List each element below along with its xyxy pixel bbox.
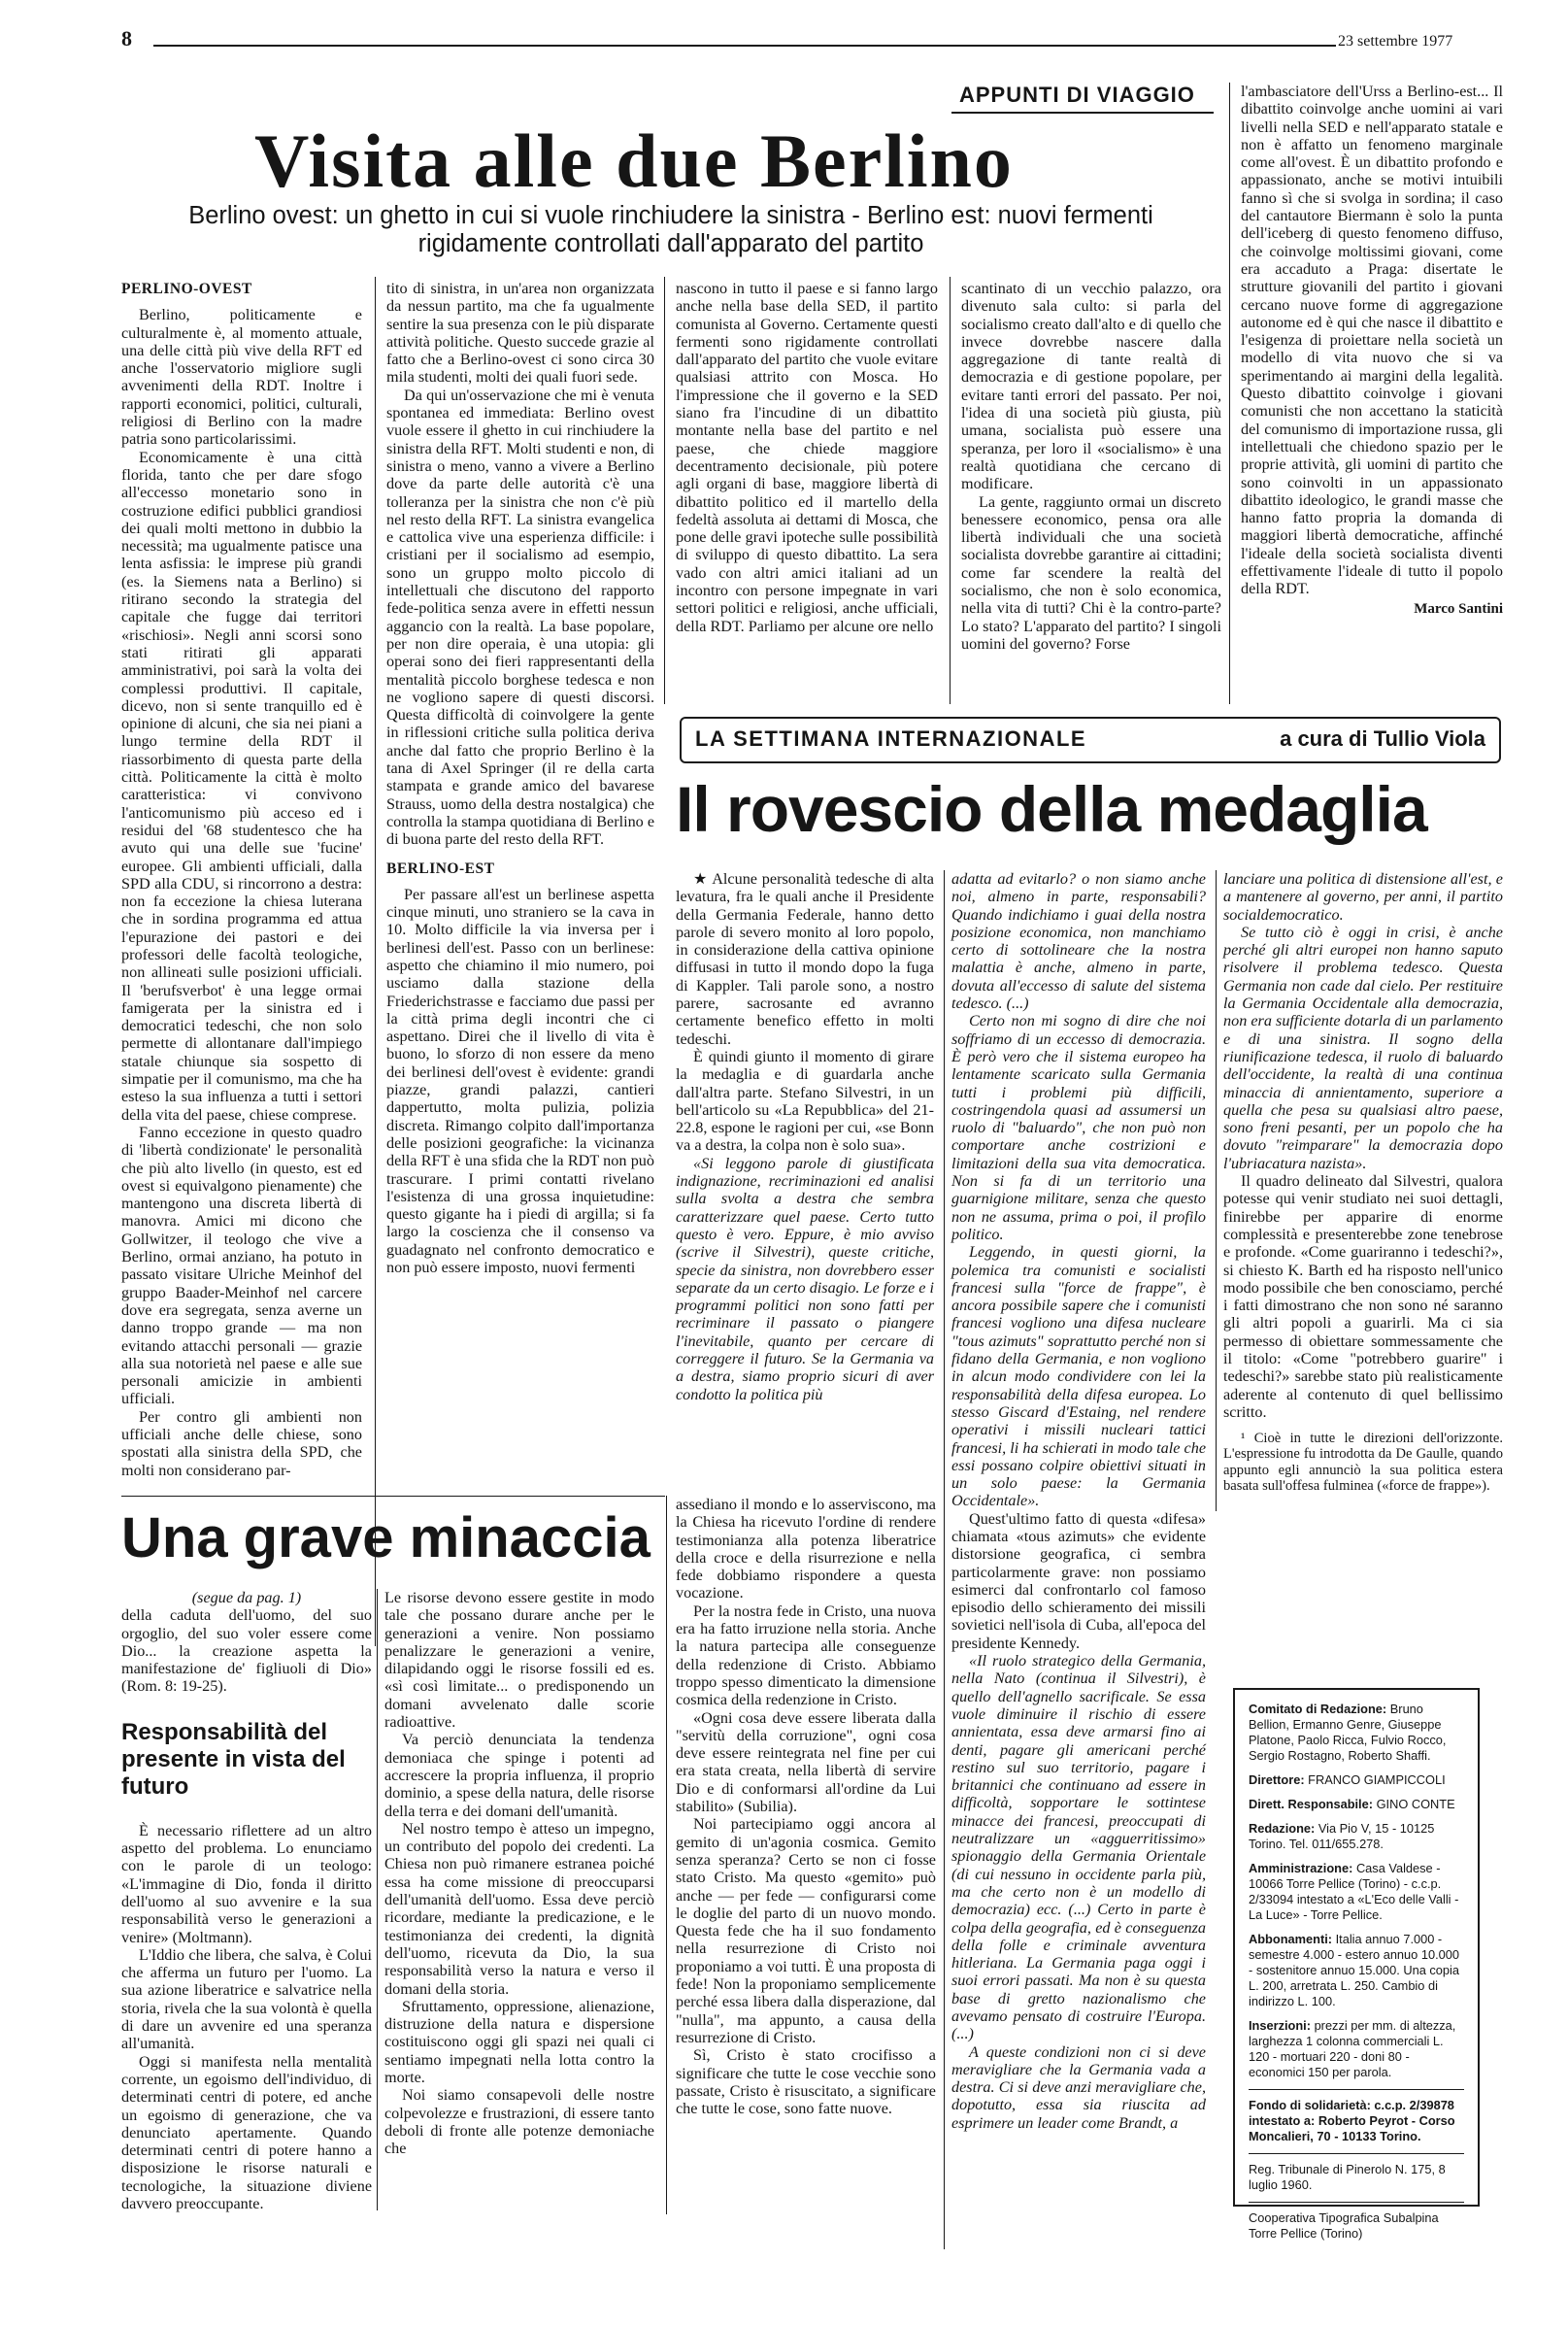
masthead-box (1233, 1688, 1480, 2241)
footnote: ¹ Cioè in tutte le direzioni dell'orizzonte. L'espressione fu introdotta da De Gaulle, quando appunto egli annunciò la sua politica estera basata sull'offesa fulminea («force de frappe»). (1223, 1431, 1503, 1494)
column-rule (375, 277, 376, 1646)
settimana-banner (680, 717, 1501, 763)
paragraph: Noi siamo consapevoli delle nostre colpevolezze e frustrazioni, di essere tanto deboli di fronte alle potenze demoniache che (384, 2086, 654, 2158)
column-rule (950, 277, 951, 704)
comitato-label: Comitato di Redazione: (1249, 1702, 1387, 1716)
continued-note: (segue da pag. 1) (191, 1589, 302, 1606)
paragraph: Oggi si manifesta nella mentalità corrente, un egoismo dell'individuo, di determinati centri di potere, ed anche un egoismo di generazione, che va denunciato apertamente. Quando determinati centri di potere hanno a disposizione le risorse naturali e tecnologiche, la situazione diviene davvero preoccupante. (121, 2052, 372, 2213)
printer-note: Cooperativa Tipografica Subalpina Torre Pellice (Torino) (1249, 2202, 1464, 2242)
kicker-appunti: APPUNTI DI VIAGGIO (959, 83, 1195, 107)
article2-col3 (1223, 870, 1503, 1511)
quote-paragraph: Se tutto ciò è oggi in crisi, è anche perché gli altri europei non hanno saputo risolvere il problema tedesco. Questa Germania non cade dal cielo. Per restituire la Germania Occidentale alla democrazia, non era sufficiente dotarla di un parlamento e di una sinistra. Il sogno della riunificazione tedesca, il ruolo di baluardo dell'occidente, la realtà di una continua minaccia di annientamento, superiore a quella che pesa su qualsiasi altro paese, sono freni pesanti, per un popolo che ha dovuto "reimparare" la democrazia dopo l'ubriacatura nazista». (1223, 923, 1503, 1172)
paragraph: Le risorse devono essere gestite in modo tale che possano durare anche per le generazioni a venire. Non possiamo penalizzare le generazioni a venire, dilapidando oggi le risorse fossili ed es. «sì così limitate... o predisponendo un domani avvelenato dalle scorie radioattive. (384, 1589, 654, 1732)
section-west: PERLINO-OVEST (121, 281, 252, 297)
kicker-curator: a cura di Tullio Viola (1280, 726, 1485, 751)
kicker-settimana: LA SETTIMANA INTERNAZIONALE (695, 726, 1087, 751)
quote-paragraph: Leggendo, in questi giorni, la polemica tra comunisti e socialisti francesi sulla "force de frappe", è ancora possibile sapere che i comunisti francesi vogliono una difesa nucleare "tous azimuts" soprattutto perché non si fidano della Germania, e non vogliono in alcun modo condividere con lei la responsabilità della difesa europea. Lo stesso Giscard d'Estaing, nel rendere operativi i missili nucleari tattici francesi, li ha schierati in modo tale che essi possano colpire obiettivi situati in un solo paese: la Germania Occidentale». (951, 1243, 1206, 1510)
paragraph: Quest'ultimo fatto di questa «difesa» chiamata «tous azimuts» che evidente distorsione geografica, ci sembra particolarmente grave: non possiamo esimerci dal confrontarlo col famoso episodio dello schieramento dei missili sovietici nell'isola di Cuba, all'epoca del presidente Kennedy. (951, 1509, 1206, 1652)
quote-paragraph: «Si leggono parole di giustificata indignazione, recriminazioni ed analisi sulla svolta a destra che sembra caratterizzare quel paese. Certo tutto questo è vero. Eppure, è mio avviso (scrive il Silvestri), queste critiche, specie da sinistra, non dovrebbero esser separate da un certo disagio. Le forze e i programmi politici non sono fatti per recriminare il passato o piangere l'inevitabile, quanto per cercare di correggere il futuro. Se la Germania va a destra, siamo proprio sicuri di aver condotto la politica più (676, 1154, 934, 1403)
paragraph: Sfruttamento, oppressione, alienazione, distruzione della natura e dispersione costituiscono oggi gli spazi nei quali ci sentiamo impegnati nella lotta contro la morte. (384, 1997, 654, 2087)
article3-col2 (384, 1589, 654, 2201)
paragraph: Fanno eccezione in questo quadro di 'libertà condizionate' le personalità che più alto livello (in questo, est ed ovest si equivalgono pienamente) che mantengono una discreta libertà di manovra. Amici mi dicono che Gollwitzer, il teologo che vive a Berlino, ormai anziano, ha potuto in passato visitare Ulriche Meinhof del gruppo Baader-Meinhof nel carcere dove era segregata, senza averne un danno troppo grande — ma non evitando attacchi personali — grazie alla sua notorietà nel paese e alle sue personali amicizie in ambienti ufficiali. (121, 1123, 362, 1408)
article1-col4 (961, 280, 1221, 707)
paragraph: Economicamente è una città florida, tanto che per dare sfogo all'eccesso monetario sono in costruzione edifici pubblici grandiosi dei quali molti mettono in dubbio la necessità; ma ugualmente patisce una lenta asfissia: le imprese più grandi (es. la Siemens nata a Berlino) si ritirano secondo la strategia del capitale che fugge dai territori «rischiosi». Negli anni scorsi sono stati ritirati gli apparati amministrativi, poi sarà la volta dei complessi produttivi. Il capitale, dicevo, non si sente tranquillo ed è opinione di alcuni, che sia nei piani a lungo termine della RDT il riassorbimento di questa parte della città. Politicamente la città è molto caratteristica: vi convivono l'anticomunismo più acceso ed i residui del '68 studentesco che ha avuto qui una delle sue 'fucine' europee. Gli ambienti ufficiali, dalla SPD alla CDU, si rincorrono a destra: non fa eccezione la chiesa luterana che in sordina programma ed attua l'epurazione dei pastori e dei professori delle facoltà teologiche, non allineati sulle posizioni ufficiali. Il 'berufsverbot' è una legge ormai famigerata per la sinistra ed i democratici tedeschi, che non solo permette di allontanare dall'impiego statale chiunque sia sospetto di simpatie per il comunismo, ma che ha esteso la sua influenza a tutti i settori della vita del paese, chiese comprese. (121, 448, 362, 1124)
paragraph: Va perciò denunciata la tendenza demoniaca che spinge i potenti ad accrescere la propria influenza, il proprio dominio, a spese della natura, delle risorse della terra e dei domani dell'umanità. (384, 1731, 654, 1820)
abbonamenti-label: Abbonamenti: (1249, 1932, 1333, 1946)
quote-paragraph: Certo non mi sogno di dire che noi soffriamo di un eccesso di democrazia. È però vero che il sistema europeo ha lentamente scaricato sulla Germania tutti i problemi più difficili, costringendola quasi ad assumersi un ruolo di "baluardo", che non può non comportare anche costrizioni e limitazioni della sua vita democratica. Non si fa di un territorio una guarnigione militare, senza che questo non ne assuma, prima o poi, il profilo politico. (951, 1012, 1206, 1243)
paragraph: nascono in tutto il paese e si fanno largo anche nella base della SED, il partito comunista al Governo. Certamente questi fermenti sono rigidamente controllati dall'apparato del partito che vuole evitare qualsiasi attrito con Mosca. Ho l'impressione che il governo e la SED siano fra l'incudine di un dibattito montante nella base del partito e nel paese, che chiede maggiore decentramento decisionale, più potere agli organi di base, maggiore libertà di dibattito politico ed il martello della fedeltà assoluta ai dettami di Mosca, che pone delle gravi ipoteche sulle possibilità di sviluppo di questo dibattito. La sera vado con altri amici italiani ad un incontro con persone impegnate in vari settori politici e religiosi, anche ufficiali, della RDT. Parliamo per alcune ore nello (676, 280, 938, 635)
section-east: BERLINO-EST (386, 860, 495, 877)
paragraph: Da qui un'osservazione che mi è venuta spontanea ed immediata: Berlino ovest vuole essere il ghetto in cui rinchiudere la sinistra della RFT. Molti studenti e non, di sinistra o meno, vanno a vivere a Berlino dove da parte delle autorità c'è una tolleranza per la sinistra che non c'è più nel resto della RFT. La sinistra evangelica e cattolica vive una esperienza difficile: i cristiani per il socialismo ad esempio, sono un gruppo molto piccolo di intellettuali che discutono del rapporto fede-politica senza avere in effetti nessun aggancio con la realtà. La base popolare, per non dire operaia, è una utopia: gli operai sono dei fieri rappresentanti della mentalità piccolo borghese tedesca e non ne vogliono sapere di questi discorsi. Questa difficoltà di coinvolgere la gente in riflessioni critiche sulla politica deriva anche dal fatto che proprio Berlino è la tana di Axel Springer (il re della carta stampata e grande amico del bavarese Strauss, uomo della destra nostalgica) che controlla la stampa quotidiana di Berlino e di buona parte del resto della RFT. (386, 386, 655, 849)
page-number: 8 (121, 26, 132, 51)
paragraph: Sì, Cristo è stato crocifisso a significare che tutte le cose vecchie sono passate, Cristo è risuscitato, a significare che tutte le cose, sono fatte nuove. (676, 2046, 936, 2118)
article3-subhead: Responsabilità del presente in vista del futuro (121, 1718, 346, 1800)
paragraph: L'Iddio che libera, che salva, è Colui che afferma un futuro per l'uomo. La sua azione liberatrice e salvatrice nella storia, rivela che la sua volontà è quella di dare un avvenire ed una speranza all'umanità. (121, 1945, 372, 2053)
column-rule (666, 1496, 667, 2214)
paragraph: Nel nostro tempo è atteso un impegno, un contributo del popolo dei credenti. La Chiesa non può rimanere estranea poiché essa ha come missione di preoccuparsi dell'umanità dell'uomo. Essa deve perciò ricordare, mediante la predicazione, e le testimonianza dei credenti, la dignità dell'uomo, ricevuta da Dio, la sua responsabilità verso la natura e verso il domani della storia. (384, 1819, 654, 1998)
amministrazione-label: Amministrazione: (1249, 1861, 1353, 1875)
article3-col3 (676, 1496, 936, 2205)
column-rule (944, 870, 945, 2249)
responsabile-label: Dirett. Responsabile: (1249, 1797, 1373, 1811)
paragraph: scantinato di un vecchio palazzo, ora divenuto sala culto: si parla del socialismo creato dall'alto e di quello che invece dovrebbe nascere dalla aggregazione di tante realtà di democrazia e di gestione popolare, per evitare tanti errori del passato. Per noi, l'idea di una società più giusta, più umana, socialista può essere una speranza, per loro il «socialismo» è una realtà quotidiana che cercano di modificare. (961, 280, 1221, 493)
paragraph: Per la nostra fede in Cristo, una nuova era ha fatto irruzione nella storia. Anche la natura partecipa alle conseguenze della redenzione di Cristo. Abbiamo troppo spesso dimenticato la dimensione cosmica della redenzione in Cristo. (676, 1602, 936, 1709)
quote-paragraph: A queste condizioni non ci si deve meravigliare che la Germania vada a destra. Ci si deve anzi meravigliare che, dopotutto, essa sia riuscita ad esprimere un leader come Brandt, a (951, 2042, 1206, 2132)
amministrazione-text: Casa Valdese - 10066 Torre Pellice (Torino) - c.c.p. 2/33094 intestato a «L'Eco delle Valli - La Luce» - Torre Pellice. (1249, 1861, 1459, 1922)
inserzioni-text: prezzi per mm. di altezza, larghezza 1 colonna commerciali L. 120 - mortuari 220 - doni 80 - economici 150 per parola. (1249, 2018, 1456, 2079)
paragraph: l'ambasciatore dell'Urss a Berlino-est... Il dibattito coinvolge anche uomini ai vari livelli nella SED e nell'apparato statale e non è affatto un fenomeno marginale come all'ovest. È un dibattito profondo e appassionato, anche se motivi intuibili fanno sì che si svolga in sordina; il caso del cantautore Biermann è solo la punta dell'iceberg di questo fenomeno diffuso, che coinvolge moltissimi giovani, come era accaduto a Praga: disertate le strutture giovanili del partito i giovani cercano nuove forme di aggregazione autonome ed è qui che nasce il dibattito e l'esigenza di proiettare nella società un modello di vita nuovo che si va sperimentando ai margini della legalità. Questo dibattito coinvolge i giovani comunisti che non accettano la staticità del comunismo di importazione russa, gli intellettuali che chiedono spazio per le proprie attività, gli uomini di partito che sono coinvolti in un appassionato dibattito ideologico, le grandi masse che hanno fatto propria la domanda di maggiori libertà democratiche, affinché l'ideale della società socialista diventi effettivamente l'ideale di tutto il popolo della RDT. (1241, 83, 1503, 598)
paragraph: Noi partecipiamo oggi ancora al gemito di un'agonia cosmica. Gemito senza speranza? Certo se non ci fosse stato Cristo. Ma questo «gemito» può anche — per fede — configurarsi come le doglie del parto di un nuovo mondo. Questa fede che ha il suo fondamento nella resurrezione di Cristo noi proponiamo a voi tutti. È una proposta di fede! Non la proponiamo semplicemente perché essa libera dalla disperazione, dal "nulla", ma appunto, a causa della resurrezione di Cristo. (676, 1815, 936, 2046)
paragraph: Il quadro delineato dal Silvestri, qualora potesse qui venir studiato nei suoi dettagli, finirebbe per apparire di enorme complessità e presenterebbe zone tenebrose e profonde. «Come guariranno i tedeschi?», si chiesto K. Barth ed ha risposto nell'unico modo possibile che ben conosciamo, perché i fatti dimostrano che non sono né saranno gli altri popoli a guarirli. Ma ci sia permesso di obiettare sommessamente che il titolo: «Come "potrebbero guarire" i tedeschi?» sarebbe stato più realisticamente aderente al contenuto di quel bellissimo scritto. (1223, 1172, 1503, 1421)
paragraph: La gente, raggiunto ormai un discreto benessere economico, pensa ora alle libertà individuali che una società socialista dovrebbe garantire ai cittadini; come far scendere la realtà del socialismo, che non è solo economica, nella vita di tutti? Chi è la contro-parte? Lo stato? L'apparato del partito? I singoli uomini del governo? Forse (961, 492, 1221, 653)
paragraph: È quindi giunto il momento di girare la medaglia e di guardarla anche dall'altra parte. Stefano Silvestri, in un bell'articolo su «La Repubblica» del 21-22.8, espone le ragioni per cui, «se Bonn va a destra, la colpa non è solo sua». (676, 1047, 934, 1155)
article1-subtitle: Berlino ovest: un ghetto in cui si vuole rinchiudere la sinistra - Berlino est: nuovi fermenti rigidamente controllati dall'apparato del partito (188, 202, 1153, 257)
inserzioni-label: Inserzioni: (1249, 2018, 1311, 2033)
page-date: 23 settembre 1977 (1338, 33, 1453, 50)
redazione-label: Redazione: (1249, 1821, 1316, 1836)
article2-col2 (951, 870, 1206, 2249)
author-signature: Marco Santini (1414, 600, 1503, 617)
column-rule (377, 1589, 378, 2210)
responsabile-text: GINO CONTE (1376, 1797, 1455, 1811)
paragraph: Per passare all'est un berlinese aspetta cinque minuti, uno straniero se la cava in 10. Molto difficile la via inversa per i berlinesi dell'est. Passo con un berlinese: aspetto che chiamino il mio numero, poi usciamo dalla stazione della Friederichstrasse e facciamo due passi per la città prima degli incontri che ci aspettano. Direi che il livello di vita è buono, lo sforzo di non essere da meno dei berlinesi dell'ovest è evidente: grandi piazze, grandi palazzi, cantieri dappertutto, molta pulizia, polizia discreta. Rimango colpito dall'importanza delle posizioni geografiche: la vicinanza della RFT è una sfida che la RDT non può trascurare. I primi contatti rivelano l'esistenza di una grossa inquietudine: questo gigante ha i piedi di argilla; si fa largo la coscienza che il consenso va guadagnato nel confronto democratico e non può essere imposto, nuovi fermenti (386, 885, 654, 1277)
header-rule (153, 45, 1336, 47)
direttore-text: FRANCO GIAMPICCOLI (1308, 1772, 1446, 1787)
redazione-text: Via Pio V, 15 - 10125 Torino. Tel. 011/655.278. (1249, 1821, 1435, 1851)
paragraph: Berlino, politicamente e culturalmente è, al momento attuale, una delle città più vive della RFT ed anche l'osservatorio migliore sugli avvenimenti della RDT. Inoltre i rapporti economici, politici, culturali, religiosi di Berlino con la madre patria sono particolarissimi. (121, 306, 362, 449)
paragraph: tito di sinistra, in un'area non organizzata da nessun partito, ma che fa ugualmente sentire la sua presenza con le più disparate attività politiche. Questo succede grazie al fatto che a Berlino-ovest ci sono circa 30 mila studenti, molti dei quali fuori sede. (386, 280, 654, 387)
quote-paragraph: adatta ad evitarlo? o non siamo anche noi, almeno in parte, responsabili? Quando indichiamo i guai della nostra posizione economica, non manchiamo certo di sottolineare che la nostra malattia è anche, almeno in parte, dovuta all'eccesso di salute del sistema tedesco. (...) (951, 870, 1206, 1013)
paragraph: della caduta dell'uomo, del suo orgoglio, del suo voler essere come Dio... la creazione aspetta la manifestazione de' figliuoli di Dio» (Rom. 8: 19-25). (121, 1606, 372, 1696)
column-rule (1229, 83, 1230, 704)
direttore-label: Direttore: (1249, 1772, 1305, 1787)
paragraph: assediano il mondo e lo asserviscono, ma la Chiesa ha ricevuto l'ordine di rendere testimonianza alla potenza liberatrice della croce e della risurrezione e nella fede dobbiamo rispondere a questa vocazione. (676, 1496, 936, 1602)
quote-paragraph: lanciare una politica di distensione all'est, e a mantenere al governo, per anni, il partito socialdemocratico. (1223, 870, 1503, 924)
article2-title: Il rovescio della medaglia (676, 773, 1427, 845)
paragraph: ★ Alcune personalità tedesche di alta levatura, fra le quali anche il Presidente della Germania Federale, hanno detto parole di severo monito al loro popolo, in considerazione della cattiva opinione diffusasi in tutto il mondo dopo la fuga di Kappler. Tali parole sono, a nostro parere, sacrosante ed avranno certamente benefico effetto in molti tedeschi. (676, 870, 934, 1048)
article1-col2 (386, 280, 654, 1649)
fondo-solidarieta: Fondo di solidarietà: c.c.p. 2/39878 intestato a: Roberto Peyrot - Corso Moncalieri, 70 - 10133 Torino. (1249, 2089, 1464, 2144)
comitato-text: Bruno Bellion, Ermanno Genre, Giuseppe Platone, Paolo Ricca, Fulvio Rocco, Sergio Rostagno, Roberto Shaffi. (1249, 1702, 1447, 1763)
article1-title: Visita alle due Berlino (254, 118, 1014, 203)
article1-col3 (676, 280, 938, 707)
article3-col1 (121, 1589, 372, 2213)
column-rule (1216, 870, 1217, 1511)
article3-top-rule (121, 1496, 665, 1497)
paragraph: «Ogni cosa deve essere liberata dalla "servitù della corruzione", ogni cosa deve essere reintegrata nel fine per cui era stata creata, nella libertà di servire Dio e di conformarsi all'ordine da Lui stabilito» (Subilia). (676, 1708, 936, 1816)
article1-col5 (1241, 83, 1503, 714)
paragraph: È necessario riflettere ad un altro aspetto del problema. Lo enunciamo con le parole di un teologo: «L'immagine di Dio, fonda il diritto dell'uomo al suo avvenire e la sua responsabilità verso le generazioni a venire» (Moltmann). (121, 1821, 372, 1946)
column-rule (664, 277, 665, 704)
paragraph: Per contro gli ambienti non ufficiali anche delle chiese, sono spostati alla sinistra della SPD, che molti non considerano par- (121, 1407, 362, 1479)
article3-title: Una grave minaccia (121, 1506, 651, 1569)
article1-col1 (121, 277, 362, 1636)
quote-paragraph: «Il ruolo strategico della Germania, nella Nato (continua il Silvestri), è quello dell'agnello sacrificale. Se essa vuole diminuire il rischio di essere annientata, essa deve armarsi fino ai denti, pagare gli americani perché restino sul suo territorio, pagare i britannici che continuano ad essere in difficoltà, sopportare le sottintese minacce dei francesi, preoccupati di neutralizzare un «agguerritissimo» spionaggio della Germania Orientale (di cui nessuno in occidente parla più, ma che certo non è un modello di democrazia) ecc. (...) Certo in parte è colpa della geografia, ed è conseguenza della folle e criminale avventura hitleriana. La Germania paga oggi i suoi errori passati. Ma non è su questa base di gretto nazionalismo che avevamo pensato di costruire l'Europa. (...) (951, 1652, 1206, 2043)
registration-note: Reg. Tribunale di Pinerolo N. 175, 8 luglio 1960. (1249, 2153, 1464, 2193)
kicker-rule (951, 112, 1214, 114)
abbonamenti-text: Italia annuo 7.000 - semestre 4.000 - estero annuo 10.000 - sostenitore annuo 15.000. Una copia L. 200, arretrata L. 250. Cambio di indirizzo L. 100. (1249, 1932, 1459, 2008)
